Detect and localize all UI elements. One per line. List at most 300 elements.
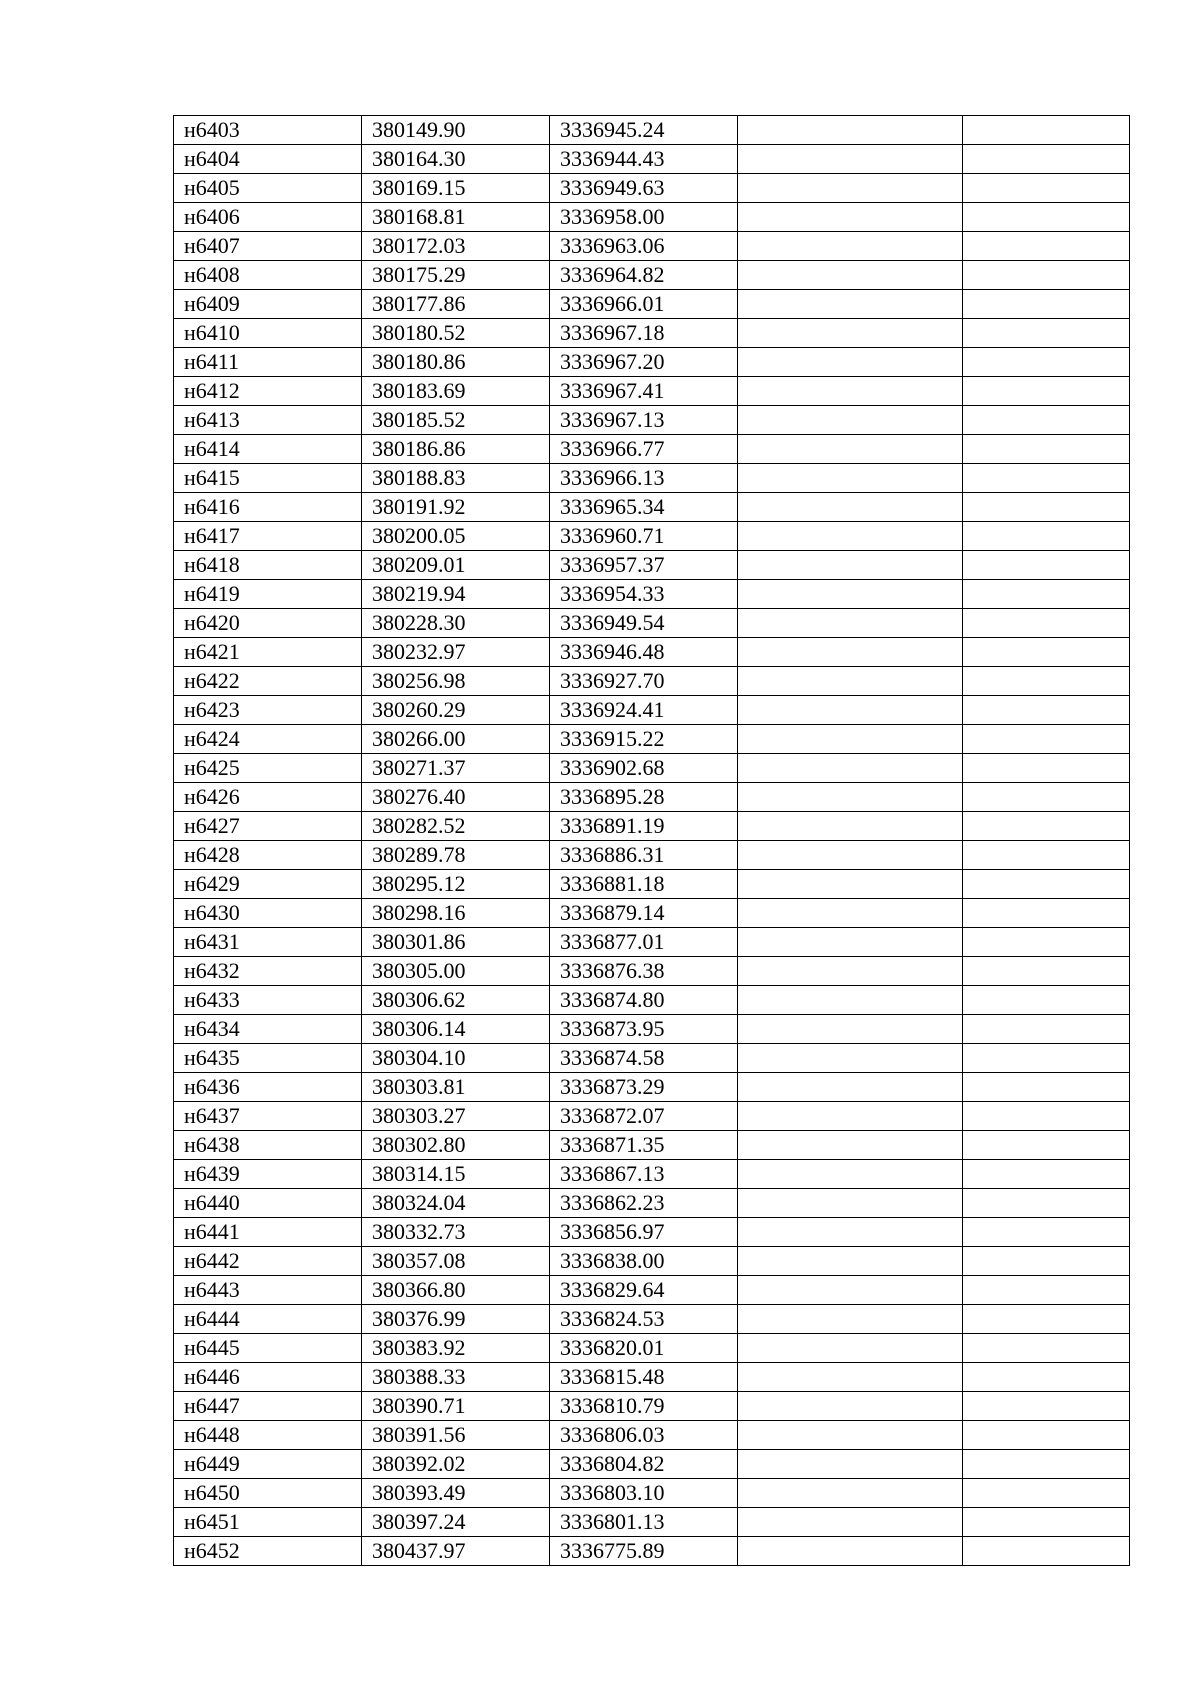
empty-cell-4 [738, 1044, 963, 1073]
y-coordinate-cell: 3336872.07 [550, 1102, 738, 1131]
x-coordinate-cell: 380209.01 [362, 551, 550, 580]
x-coordinate-cell: 380366.80 [362, 1276, 550, 1305]
point-id-cell: н6434 [174, 1015, 362, 1044]
empty-cell-4 [738, 667, 963, 696]
table-row [174, 1160, 1130, 1189]
y-coordinate-cell: 3336806.03 [550, 1421, 738, 1450]
empty-cell-4 [738, 290, 963, 319]
y-coordinate-cell: 3336803.10 [550, 1479, 738, 1508]
empty-cell-5 [963, 232, 1130, 261]
y-coordinate-cell: 3336886.31 [550, 841, 738, 870]
y-coordinate-cell: 3336873.95 [550, 1015, 738, 1044]
table-row [174, 667, 1130, 696]
table-row [174, 551, 1130, 580]
x-coordinate-cell: 380149.90 [362, 116, 550, 145]
empty-cell-5 [963, 1508, 1130, 1537]
empty-cell-4 [738, 203, 963, 232]
x-coordinate-cell: 380191.92 [362, 493, 550, 522]
point-id-cell: н6427 [174, 812, 362, 841]
empty-cell-4 [738, 1479, 963, 1508]
x-coordinate-cell: 380303.27 [362, 1102, 550, 1131]
empty-cell-4 [738, 1508, 963, 1537]
empty-cell-5 [963, 406, 1130, 435]
empty-cell-5 [963, 870, 1130, 899]
empty-cell-5 [963, 435, 1130, 464]
x-coordinate-cell: 380169.15 [362, 174, 550, 203]
y-coordinate-cell: 3336967.13 [550, 406, 738, 435]
point-id-cell: н6449 [174, 1450, 362, 1479]
empty-cell-4 [738, 986, 963, 1015]
x-coordinate-cell: 380175.29 [362, 261, 550, 290]
y-coordinate-cell: 3336895.28 [550, 783, 738, 812]
point-id-cell: н6414 [174, 435, 362, 464]
empty-cell-5 [963, 464, 1130, 493]
x-coordinate-cell: 380383.92 [362, 1334, 550, 1363]
empty-cell-5 [963, 899, 1130, 928]
table-row [174, 928, 1130, 957]
table-row [174, 1450, 1130, 1479]
y-coordinate-cell: 3336775.89 [550, 1537, 738, 1566]
y-coordinate-cell: 3336967.18 [550, 319, 738, 348]
empty-cell-5 [963, 1363, 1130, 1392]
empty-cell-4 [738, 232, 963, 261]
empty-cell-5 [963, 319, 1130, 348]
empty-cell-4 [738, 1131, 963, 1160]
table-row [174, 1508, 1130, 1537]
empty-cell-5 [963, 580, 1130, 609]
empty-cell-4 [738, 1015, 963, 1044]
y-coordinate-cell: 3336891.19 [550, 812, 738, 841]
y-coordinate-cell: 3336876.38 [550, 957, 738, 986]
table-row [174, 1073, 1130, 1102]
table-row [174, 638, 1130, 667]
empty-cell-5 [963, 1537, 1130, 1566]
empty-cell-5 [963, 638, 1130, 667]
table-row [174, 174, 1130, 203]
empty-cell-4 [738, 1102, 963, 1131]
empty-cell-4 [738, 638, 963, 667]
table-row [174, 1015, 1130, 1044]
empty-cell-4 [738, 1334, 963, 1363]
table-row [174, 841, 1130, 870]
table-row [174, 1247, 1130, 1276]
empty-cell-5 [963, 725, 1130, 754]
table-row [174, 899, 1130, 928]
table-row [174, 464, 1130, 493]
empty-cell-5 [963, 1015, 1130, 1044]
empty-cell-5 [963, 1247, 1130, 1276]
empty-cell-4 [738, 261, 963, 290]
point-id-cell: н6410 [174, 319, 362, 348]
empty-cell-5 [963, 783, 1130, 812]
point-id-cell: н6405 [174, 174, 362, 203]
y-coordinate-cell: 3336954.33 [550, 580, 738, 609]
x-coordinate-cell: 380301.86 [362, 928, 550, 957]
point-id-cell: н6432 [174, 957, 362, 986]
x-coordinate-cell: 380185.52 [362, 406, 550, 435]
empty-cell-4 [738, 928, 963, 957]
y-coordinate-cell: 3336945.24 [550, 116, 738, 145]
point-id-cell: н6417 [174, 522, 362, 551]
x-coordinate-cell: 380183.69 [362, 377, 550, 406]
x-coordinate-cell: 380228.30 [362, 609, 550, 638]
x-coordinate-cell: 380200.05 [362, 522, 550, 551]
y-coordinate-cell: 3336967.41 [550, 377, 738, 406]
y-coordinate-cell: 3336881.18 [550, 870, 738, 899]
empty-cell-4 [738, 580, 963, 609]
x-coordinate-cell: 380324.04 [362, 1189, 550, 1218]
empty-cell-4 [738, 551, 963, 580]
empty-cell-4 [738, 1450, 963, 1479]
x-coordinate-cell: 380437.97 [362, 1537, 550, 1566]
point-id-cell: н6419 [174, 580, 362, 609]
empty-cell-4 [738, 377, 963, 406]
empty-cell-5 [963, 986, 1130, 1015]
empty-cell-4 [738, 754, 963, 783]
point-id-cell: н6436 [174, 1073, 362, 1102]
point-id-cell: н6447 [174, 1392, 362, 1421]
empty-cell-4 [738, 696, 963, 725]
x-coordinate-cell: 380392.02 [362, 1450, 550, 1479]
table-row [174, 696, 1130, 725]
point-id-cell: н6441 [174, 1218, 362, 1247]
y-coordinate-cell: 3336915.22 [550, 725, 738, 754]
point-id-cell: н6428 [174, 841, 362, 870]
point-id-cell: н6435 [174, 1044, 362, 1073]
empty-cell-5 [963, 1392, 1130, 1421]
x-coordinate-cell: 380302.80 [362, 1131, 550, 1160]
y-coordinate-cell: 3336964.82 [550, 261, 738, 290]
point-id-cell: н6430 [174, 899, 362, 928]
x-coordinate-cell: 380305.00 [362, 957, 550, 986]
empty-cell-4 [738, 957, 963, 986]
point-id-cell: н6445 [174, 1334, 362, 1363]
empty-cell-4 [738, 493, 963, 522]
x-coordinate-cell: 380303.81 [362, 1073, 550, 1102]
x-coordinate-cell: 380180.52 [362, 319, 550, 348]
empty-cell-5 [963, 928, 1130, 957]
empty-cell-4 [738, 1276, 963, 1305]
empty-cell-5 [963, 1218, 1130, 1247]
empty-cell-4 [738, 1189, 963, 1218]
table-row [174, 580, 1130, 609]
y-coordinate-cell: 3336871.35 [550, 1131, 738, 1160]
y-coordinate-cell: 3336810.79 [550, 1392, 738, 1421]
empty-cell-5 [963, 203, 1130, 232]
empty-cell-4 [738, 812, 963, 841]
point-id-cell: н6448 [174, 1421, 362, 1450]
x-coordinate-cell: 380186.86 [362, 435, 550, 464]
empty-cell-5 [963, 1450, 1130, 1479]
x-coordinate-cell: 380357.08 [362, 1247, 550, 1276]
empty-cell-5 [963, 116, 1130, 145]
point-id-cell: н6443 [174, 1276, 362, 1305]
table-row [174, 348, 1130, 377]
y-coordinate-cell: 3336924.41 [550, 696, 738, 725]
empty-cell-5 [963, 1479, 1130, 1508]
x-coordinate-cell: 380306.62 [362, 986, 550, 1015]
table-row [174, 754, 1130, 783]
y-coordinate-cell: 3336966.13 [550, 464, 738, 493]
x-coordinate-cell: 380180.86 [362, 348, 550, 377]
y-coordinate-cell: 3336874.80 [550, 986, 738, 1015]
y-coordinate-cell: 3336965.34 [550, 493, 738, 522]
empty-cell-4 [738, 348, 963, 377]
empty-cell-5 [963, 493, 1130, 522]
y-coordinate-cell: 3336963.06 [550, 232, 738, 261]
point-id-cell: н6444 [174, 1305, 362, 1334]
empty-cell-5 [963, 1073, 1130, 1102]
empty-cell-5 [963, 174, 1130, 203]
table-row [174, 986, 1130, 1015]
empty-cell-4 [738, 783, 963, 812]
table-row [174, 1131, 1130, 1160]
empty-cell-5 [963, 145, 1130, 174]
coordinates-table [173, 115, 1130, 1566]
empty-cell-5 [963, 377, 1130, 406]
point-id-cell: н6423 [174, 696, 362, 725]
empty-cell-5 [963, 754, 1130, 783]
empty-cell-4 [738, 1392, 963, 1421]
empty-cell-4 [738, 609, 963, 638]
table-row [174, 812, 1130, 841]
y-coordinate-cell: 3336862.23 [550, 1189, 738, 1218]
table-row [174, 145, 1130, 174]
point-id-cell: н6416 [174, 493, 362, 522]
empty-cell-5 [963, 609, 1130, 638]
table-row [174, 1189, 1130, 1218]
empty-cell-4 [738, 1305, 963, 1334]
table-row [174, 493, 1130, 522]
empty-cell-5 [963, 1305, 1130, 1334]
x-coordinate-cell: 380276.40 [362, 783, 550, 812]
point-id-cell: н6425 [174, 754, 362, 783]
x-coordinate-cell: 380391.56 [362, 1421, 550, 1450]
empty-cell-5 [963, 290, 1130, 319]
empty-cell-5 [963, 812, 1130, 841]
y-coordinate-cell: 3336874.58 [550, 1044, 738, 1073]
x-coordinate-cell: 380298.16 [362, 899, 550, 928]
empty-cell-4 [738, 1537, 963, 1566]
table-row [174, 957, 1130, 986]
table-row [174, 203, 1130, 232]
empty-cell-4 [738, 319, 963, 348]
point-id-cell: н6451 [174, 1508, 362, 1537]
empty-cell-4 [738, 899, 963, 928]
y-coordinate-cell: 3336804.82 [550, 1450, 738, 1479]
table-row [174, 1479, 1130, 1508]
empty-cell-5 [963, 1102, 1130, 1131]
point-id-cell: н6415 [174, 464, 362, 493]
table-row [174, 1363, 1130, 1392]
point-id-cell: н6452 [174, 1537, 362, 1566]
point-id-cell: н6409 [174, 290, 362, 319]
empty-cell-4 [738, 1363, 963, 1392]
table-row [174, 783, 1130, 812]
empty-cell-5 [963, 1160, 1130, 1189]
point-id-cell: н6442 [174, 1247, 362, 1276]
table-row [174, 1218, 1130, 1247]
point-id-cell: н6426 [174, 783, 362, 812]
empty-cell-4 [738, 1073, 963, 1102]
table-row [174, 435, 1130, 464]
point-id-cell: н6433 [174, 986, 362, 1015]
table-row [174, 319, 1130, 348]
empty-cell-4 [738, 1247, 963, 1276]
y-coordinate-cell: 3336902.68 [550, 754, 738, 783]
x-coordinate-cell: 380188.83 [362, 464, 550, 493]
x-coordinate-cell: 380295.12 [362, 870, 550, 899]
x-coordinate-cell: 380289.78 [362, 841, 550, 870]
y-coordinate-cell: 3336877.01 [550, 928, 738, 957]
point-id-cell: н6418 [174, 551, 362, 580]
table-row [174, 1044, 1130, 1073]
empty-cell-5 [963, 667, 1130, 696]
x-coordinate-cell: 380332.73 [362, 1218, 550, 1247]
x-coordinate-cell: 380271.37 [362, 754, 550, 783]
point-id-cell: н6429 [174, 870, 362, 899]
point-id-cell: н6407 [174, 232, 362, 261]
x-coordinate-cell: 380376.99 [362, 1305, 550, 1334]
y-coordinate-cell: 3336824.53 [550, 1305, 738, 1334]
point-id-cell: н6411 [174, 348, 362, 377]
empty-cell-5 [963, 1421, 1130, 1450]
point-id-cell: н6421 [174, 638, 362, 667]
x-coordinate-cell: 380282.52 [362, 812, 550, 841]
empty-cell-5 [963, 522, 1130, 551]
empty-cell-4 [738, 870, 963, 899]
y-coordinate-cell: 3336946.48 [550, 638, 738, 667]
empty-cell-5 [963, 1334, 1130, 1363]
point-id-cell: н6406 [174, 203, 362, 232]
empty-cell-5 [963, 1189, 1130, 1218]
x-coordinate-cell: 380219.94 [362, 580, 550, 609]
table-row [174, 377, 1130, 406]
point-id-cell: н6420 [174, 609, 362, 638]
empty-cell-4 [738, 464, 963, 493]
y-coordinate-cell: 3336949.54 [550, 609, 738, 638]
table-row [174, 116, 1130, 145]
point-id-cell: н6437 [174, 1102, 362, 1131]
empty-cell-4 [738, 174, 963, 203]
point-id-cell: н6440 [174, 1189, 362, 1218]
x-coordinate-cell: 380260.29 [362, 696, 550, 725]
x-coordinate-cell: 380314.15 [362, 1160, 550, 1189]
point-id-cell: н6404 [174, 145, 362, 174]
x-coordinate-cell: 380393.49 [362, 1479, 550, 1508]
empty-cell-4 [738, 145, 963, 174]
y-coordinate-cell: 3336967.20 [550, 348, 738, 377]
empty-cell-4 [738, 841, 963, 870]
table-row [174, 1537, 1130, 1566]
empty-cell-5 [963, 957, 1130, 986]
x-coordinate-cell: 380390.71 [362, 1392, 550, 1421]
table-row [174, 1421, 1130, 1450]
y-coordinate-cell: 3336820.01 [550, 1334, 738, 1363]
point-id-cell: н6413 [174, 406, 362, 435]
table-row [174, 1392, 1130, 1421]
point-id-cell: н6439 [174, 1160, 362, 1189]
empty-cell-5 [963, 1044, 1130, 1073]
point-id-cell: н6446 [174, 1363, 362, 1392]
point-id-cell: н6412 [174, 377, 362, 406]
y-coordinate-cell: 3336960.71 [550, 522, 738, 551]
table-row [174, 1102, 1130, 1131]
coordinates-table-body [174, 116, 1130, 1566]
empty-cell-4 [738, 1160, 963, 1189]
y-coordinate-cell: 3336949.63 [550, 174, 738, 203]
y-coordinate-cell: 3336958.00 [550, 203, 738, 232]
y-coordinate-cell: 3336815.48 [550, 1363, 738, 1392]
point-id-cell: н6403 [174, 116, 362, 145]
y-coordinate-cell: 3336867.13 [550, 1160, 738, 1189]
x-coordinate-cell: 380168.81 [362, 203, 550, 232]
x-coordinate-cell: 380256.98 [362, 667, 550, 696]
x-coordinate-cell: 380306.14 [362, 1015, 550, 1044]
empty-cell-5 [963, 551, 1130, 580]
empty-cell-5 [963, 1276, 1130, 1305]
point-id-cell: н6438 [174, 1131, 362, 1160]
table-row [174, 406, 1130, 435]
empty-cell-4 [738, 406, 963, 435]
table-row [174, 290, 1130, 319]
empty-cell-5 [963, 1131, 1130, 1160]
x-coordinate-cell: 380388.33 [362, 1363, 550, 1392]
table-row [174, 261, 1130, 290]
empty-cell-4 [738, 522, 963, 551]
y-coordinate-cell: 3336966.77 [550, 435, 738, 464]
x-coordinate-cell: 380177.86 [362, 290, 550, 319]
empty-cell-4 [738, 116, 963, 145]
empty-cell-5 [963, 348, 1130, 377]
point-id-cell: н6408 [174, 261, 362, 290]
empty-cell-4 [738, 1421, 963, 1450]
x-coordinate-cell: 380397.24 [362, 1508, 550, 1537]
empty-cell-5 [963, 696, 1130, 725]
table-row [174, 522, 1130, 551]
table-row [174, 1334, 1130, 1363]
y-coordinate-cell: 3336838.00 [550, 1247, 738, 1276]
y-coordinate-cell: 3336801.13 [550, 1508, 738, 1537]
point-id-cell: н6450 [174, 1479, 362, 1508]
table-row [174, 725, 1130, 754]
y-coordinate-cell: 3336829.64 [550, 1276, 738, 1305]
x-coordinate-cell: 380172.03 [362, 232, 550, 261]
x-coordinate-cell: 380266.00 [362, 725, 550, 754]
empty-cell-4 [738, 1218, 963, 1247]
y-coordinate-cell: 3336856.97 [550, 1218, 738, 1247]
table-row [174, 870, 1130, 899]
empty-cell-5 [963, 261, 1130, 290]
x-coordinate-cell: 380304.10 [362, 1044, 550, 1073]
point-id-cell: н6424 [174, 725, 362, 754]
y-coordinate-cell: 3336879.14 [550, 899, 738, 928]
empty-cell-4 [738, 725, 963, 754]
y-coordinate-cell: 3336957.37 [550, 551, 738, 580]
x-coordinate-cell: 380232.97 [362, 638, 550, 667]
y-coordinate-cell: 3336966.01 [550, 290, 738, 319]
empty-cell-4 [738, 435, 963, 464]
table-row [174, 232, 1130, 261]
point-id-cell: н6422 [174, 667, 362, 696]
y-coordinate-cell: 3336927.70 [550, 667, 738, 696]
y-coordinate-cell: 3336944.43 [550, 145, 738, 174]
empty-cell-5 [963, 841, 1130, 870]
point-id-cell: н6431 [174, 928, 362, 957]
table-row [174, 1305, 1130, 1334]
table-row [174, 1276, 1130, 1305]
table-row [174, 609, 1130, 638]
